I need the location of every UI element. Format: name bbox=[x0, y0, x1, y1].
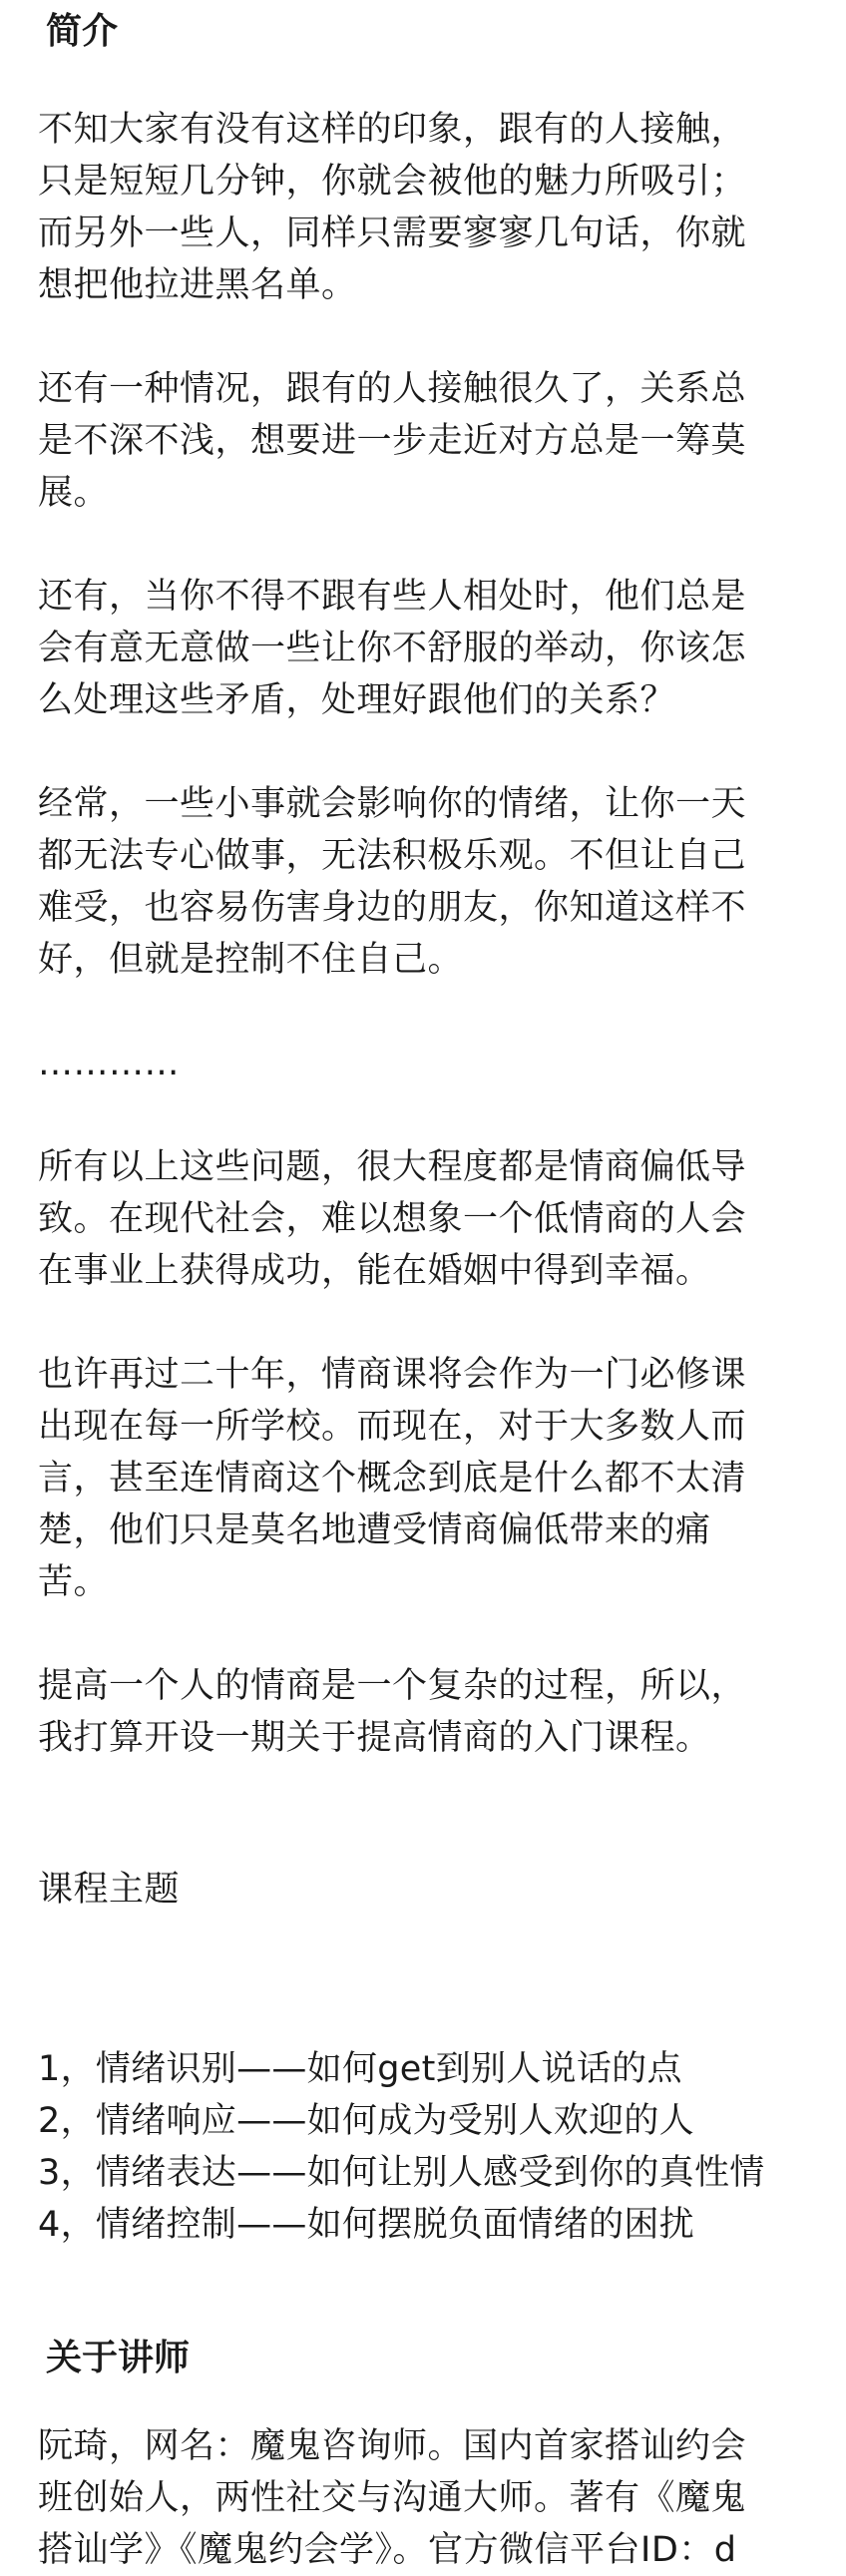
text-line: 么处理这些矛盾，处理好跟他们的关系？ bbox=[38, 680, 676, 720]
text-line: 我打算开设一期关于提高情商的入门课程。 bbox=[38, 1718, 711, 1758]
intro-paragraph-1 bbox=[38, 104, 806, 311]
list-item: 4，情绪控制——如何摆脱负面情绪的困扰 bbox=[38, 2205, 694, 2245]
topics-heading bbox=[38, 1864, 806, 1916]
text-line: 都无法专心做事，无法积极乐观。不但让自己 bbox=[38, 836, 747, 876]
lecturer-paragraph bbox=[38, 2420, 806, 2576]
text-line: ………… bbox=[38, 1044, 180, 1083]
text-line: 班创始人，两性社交与沟通大师。著有《魔鬼 bbox=[38, 2478, 747, 2518]
list-item: 3，情绪表达——如何让别人感受到你的真性情 bbox=[38, 2153, 765, 2193]
text-line: 是不深不浅，想要进一步走近对方总是一筹莫 bbox=[38, 421, 747, 461]
list-item: 2，情绪响应——如何成为受别人欢迎的人 bbox=[38, 2101, 694, 2141]
ellipsis-paragraph bbox=[38, 1038, 806, 1089]
text-line: 不知大家有没有这样的印象，跟有的人接触， bbox=[38, 110, 747, 150]
text-line: 致。在现代社会，难以想象一个低情商的人会 bbox=[38, 1199, 747, 1239]
text-line: 会有意无意做一些让你不舒服的举动，你该怎 bbox=[38, 629, 747, 668]
text-line: 搭讪学》《魔鬼约会学》。官方微信平台ID：d bbox=[38, 2530, 737, 2570]
text-line: 好，但就是控制不住自己。 bbox=[38, 940, 464, 980]
text-line: 出现在每一所学校。而现在，对于大多数人而 bbox=[38, 1407, 747, 1447]
topics-list bbox=[38, 2043, 806, 2251]
text-line: 展。 bbox=[38, 473, 110, 513]
intro-paragraph-4 bbox=[38, 778, 806, 986]
text-line: 苦。 bbox=[38, 1562, 110, 1602]
text-line: 也许再过二十年，情商课将会作为一门必修课 bbox=[38, 1355, 747, 1395]
text-line: 只是短短几分钟，你就会被他的魅力所吸引； bbox=[38, 162, 747, 202]
text-line: 言，甚至连情商这个概念到底是什么都不太清 bbox=[38, 1459, 747, 1499]
text-line: 所有以上这些问题，很大程度都是情商偏低导 bbox=[38, 1147, 747, 1187]
intro-paragraph-3 bbox=[38, 571, 806, 726]
text-line: 楚，他们只是莫名地遭受情商偏低带来的痛 bbox=[38, 1510, 711, 1550]
intro-paragraph-6 bbox=[38, 1349, 806, 1608]
intro-paragraph-2 bbox=[38, 363, 806, 519]
intro-heading: 简介 bbox=[46, 11, 119, 52]
text-line: 还有，当你不得不跟有些人相处时，他们总是 bbox=[38, 577, 747, 617]
text-line: 提高一个人的情商是一个复杂的过程，所以， bbox=[38, 1666, 747, 1706]
list-item: 1，情绪识别——如何get到别人说话的点 bbox=[38, 2049, 682, 2089]
intro-paragraph-7 bbox=[38, 1660, 806, 1764]
text-line: 难受，也容易伤害身边的朋友，你知道这样不 bbox=[38, 888, 747, 928]
lecturer-heading: 关于讲师 bbox=[46, 2338, 191, 2378]
section-title: 课程主题 bbox=[38, 1870, 181, 1910]
text-line: 在事业上获得成功，能在婚姻中得到幸福。 bbox=[38, 1251, 711, 1291]
text-line: 还有一种情况，跟有的人接触很久了，关系总 bbox=[38, 369, 747, 409]
text-line: 阮琦，网名：魔鬼咨询师。国内首家搭讪约会 bbox=[38, 2426, 747, 2466]
text-line: 经常，一些小事就会影响你的情绪，让你一天 bbox=[38, 784, 747, 824]
text-line: 想把他拉进黑名单。 bbox=[38, 265, 357, 305]
intro-paragraph-5 bbox=[38, 1141, 806, 1297]
text-line: 而另外一些人，同样只需要寥寥几句话，你就 bbox=[38, 214, 747, 253]
